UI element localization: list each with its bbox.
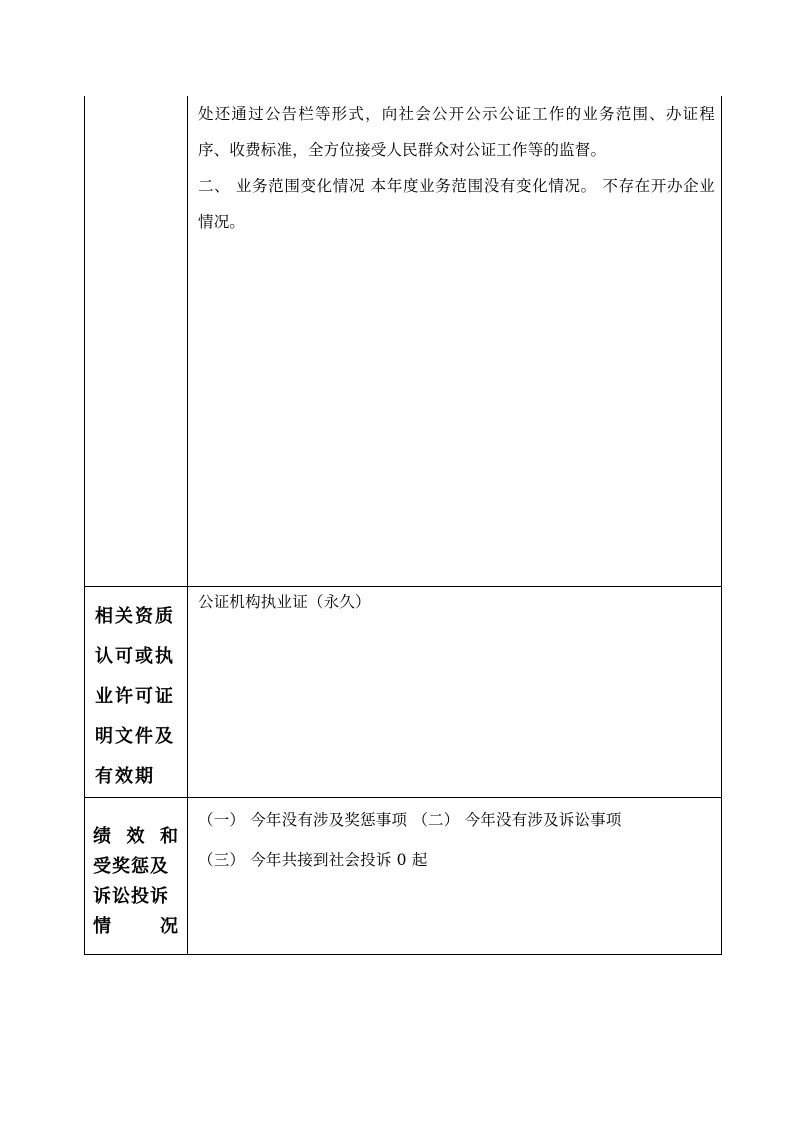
performance-label: [85, 798, 187, 942]
paragraph-disclosure: 处还通过公告栏等形式，向社会公开公示公证工作的业务范围、办证程序、收费标准，全方位接受人民群众对公证工作等的监督。: [198, 105, 715, 159]
form-table: [84, 96, 722, 955]
performance-line: （一） 今年没有涉及奖惩事项 （二） 今年没有涉及诉讼事项: [198, 811, 622, 829]
performance-label-line-3: 诉讼投诉: [93, 886, 169, 907]
main-section-row: [85, 96, 722, 587]
license-row: [85, 587, 722, 798]
license-content-cell: [188, 587, 722, 798]
label-char: 和: [160, 826, 179, 847]
label-char: 况: [160, 916, 179, 937]
license-label-line: 相关资质: [95, 606, 175, 627]
paragraph-business-scope: 二、 业务范围变化情况 本年度业务范围没有变化情况。 不存在开办企业情况。: [198, 177, 715, 231]
license-label-line: 有效期: [95, 766, 155, 787]
license-label: [85, 587, 187, 797]
performance-line: （三） 今年共接到社会投诉 0 起: [198, 851, 428, 869]
performance-label-line-2: 受奖惩及: [93, 856, 169, 877]
performance-label-line-4: [93, 912, 179, 942]
performance-row: [85, 798, 722, 955]
label-char: 情: [93, 916, 112, 937]
performance-label-cell: [85, 798, 188, 955]
label-char: 效: [126, 826, 146, 847]
main-section-content-cell: [188, 96, 722, 587]
main-section-text: [188, 96, 721, 240]
license-label-line: 认可或执: [95, 646, 175, 667]
license-label-line: 业许可证: [95, 686, 175, 707]
performance-label-line-1: [93, 822, 179, 852]
license-content: 公证机构执业证（永久）: [198, 593, 371, 611]
license-label-line: 明文件及: [95, 726, 175, 747]
performance-content: [188, 798, 721, 880]
performance-content-cell: [188, 798, 722, 955]
label-char: 绩: [93, 826, 112, 847]
main-section-label-cell: [85, 96, 188, 587]
license-label-cell: [85, 587, 188, 798]
